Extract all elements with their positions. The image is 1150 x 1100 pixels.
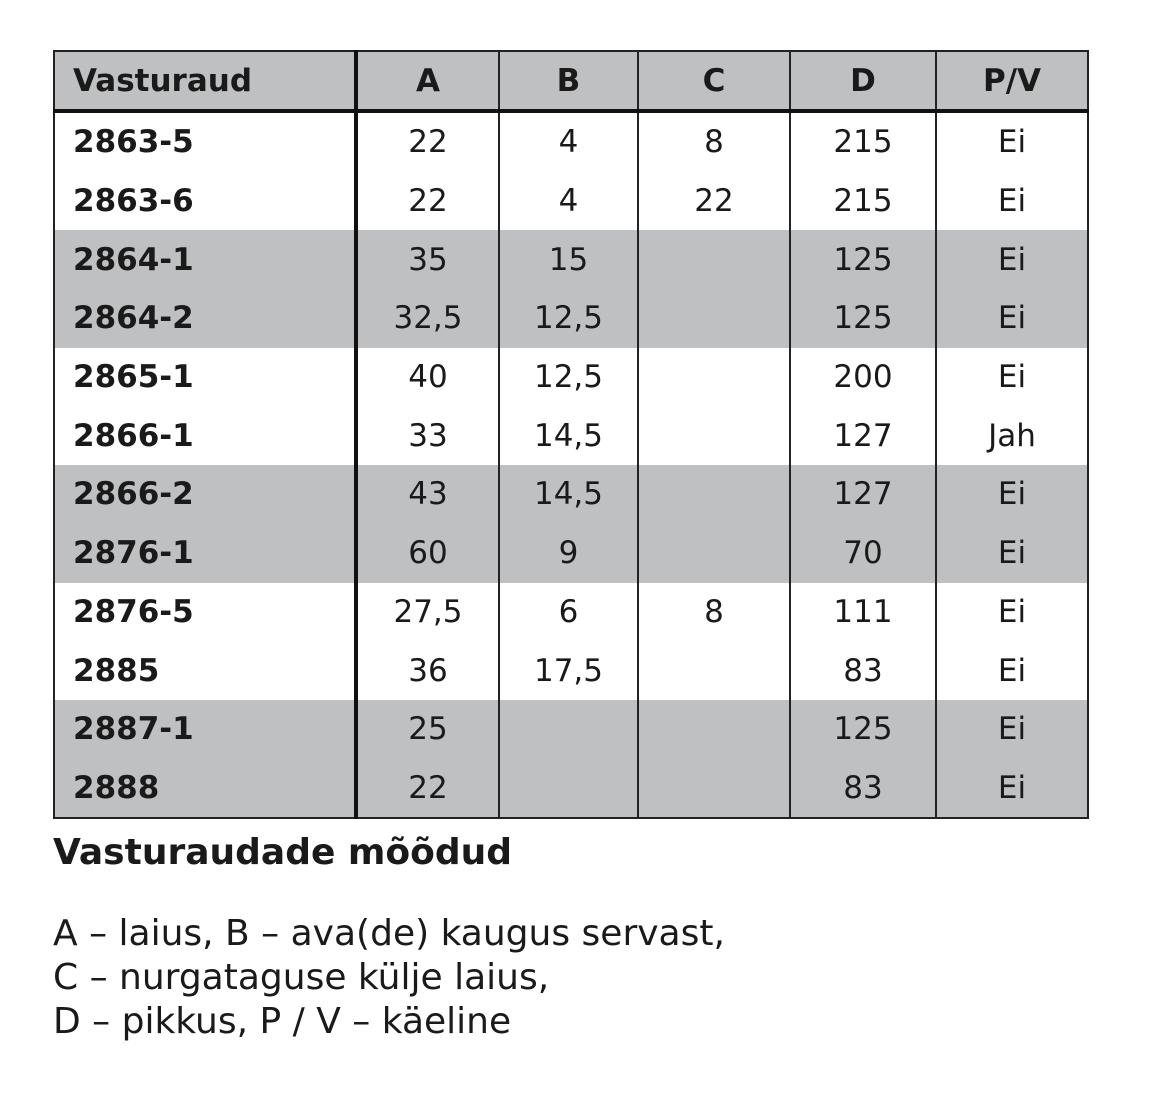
table-row <box>54 759 1088 819</box>
cell-vasturaud: 2876-1 <box>54 524 356 583</box>
cell-vasturaud: 2866-2 <box>54 465 356 524</box>
cell-d: 215 <box>790 172 936 231</box>
cell-a: 35 <box>356 230 499 289</box>
cell-pv: Ei <box>997 359 1027 396</box>
cell-d: 215 <box>790 111 936 172</box>
cell-d: 83 <box>790 759 936 819</box>
cell-vasturaud: 2865-1 <box>54 348 356 407</box>
cell-b: 17,5 <box>499 641 638 700</box>
cell-c <box>638 759 790 819</box>
table-row <box>54 465 1088 524</box>
column-header-vasturaud: Vasturaud <box>54 51 356 111</box>
table-row <box>54 700 1088 759</box>
caption-title: Vasturaudade mõõdud <box>53 832 513 873</box>
cell-b: 12,5 <box>499 348 638 407</box>
legend-line: C – nurgataguse külje laius, <box>53 957 550 998</box>
cell-a: 33 <box>356 406 499 465</box>
cell-a: 43 <box>356 465 499 524</box>
legend-line: A – laius, B – ava(de) kaugus servast, <box>53 913 725 954</box>
cell-pv: Ei <box>997 652 1027 689</box>
cell-a: 32,5 <box>356 289 499 348</box>
cell-b <box>499 700 638 759</box>
column-header-d: D <box>790 51 936 111</box>
cell-c: 8 <box>638 111 790 172</box>
cell-pv: Ei <box>936 230 1088 289</box>
cell-pv: Ei <box>936 759 1088 819</box>
cell-a: 25 <box>356 700 499 759</box>
table-row <box>54 111 1088 172</box>
cell-c <box>638 641 790 700</box>
dimensions-table <box>53 50 1089 819</box>
cell-c <box>638 230 790 289</box>
cell-b: 4 <box>499 111 638 172</box>
column-header-b: B <box>499 51 638 111</box>
legend <box>53 912 725 1044</box>
cell-pv: Ei <box>936 465 1088 524</box>
cell-c: 8 <box>638 583 790 642</box>
cell-c: 22 <box>638 172 790 231</box>
table-row <box>54 230 1088 289</box>
cell-d: 127 <box>790 465 936 524</box>
legend-line: D – pikkus, P / V – käeline <box>53 1001 512 1042</box>
cell-d: 70 <box>790 524 936 583</box>
cell-b: 14,5 <box>499 406 638 465</box>
cell-d: 83 <box>790 641 936 700</box>
column-header-c: C <box>638 51 790 111</box>
cell-vasturaud: 2864-1 <box>54 230 356 289</box>
cell-d: 127 <box>790 406 936 465</box>
cell-c <box>638 289 790 348</box>
cell-vasturaud: 2876-5 <box>54 583 356 642</box>
cell-a: 27,5 <box>356 583 499 642</box>
cell-a: 22 <box>356 172 499 231</box>
cell-b: 14,5 <box>499 465 638 524</box>
cell-pv: Ei <box>997 593 1027 630</box>
cell-d: 125 <box>790 230 936 289</box>
cell-c <box>638 465 790 524</box>
column-header-a: A <box>356 51 499 111</box>
table-body <box>54 111 1088 818</box>
cell-b: 6 <box>499 583 638 642</box>
cell-pv: Ei <box>997 183 1027 220</box>
cell-b <box>499 759 638 819</box>
cell-a: 40 <box>356 348 499 407</box>
table-row <box>54 524 1088 583</box>
cell-d: 111 <box>790 583 936 642</box>
cell-c <box>638 406 790 465</box>
cell-vasturaud: 2863-6 <box>54 172 356 231</box>
cell-vasturaud: 2866-1 <box>54 406 356 465</box>
cell-d: 125 <box>790 289 936 348</box>
cell-b: 4 <box>499 172 638 231</box>
cell-b: 9 <box>499 524 638 583</box>
cell-vasturaud: 2885 <box>54 641 356 700</box>
cell-a: 22 <box>356 111 499 172</box>
header-row <box>54 51 1088 111</box>
table-row <box>54 289 1088 348</box>
cell-c <box>638 700 790 759</box>
table-row <box>54 348 1088 407</box>
cell-pv: Ei <box>997 124 1027 161</box>
cell-a: 60 <box>356 524 499 583</box>
table-row <box>54 641 1088 700</box>
table-header <box>54 51 1088 111</box>
cell-b: 12,5 <box>499 289 638 348</box>
cell-vasturaud: 2888 <box>54 759 356 819</box>
cell-b: 15 <box>499 230 638 289</box>
cell-pv: Ei <box>936 289 1088 348</box>
cell-a: 36 <box>356 641 499 700</box>
column-header-pv: P/V <box>936 51 1088 111</box>
table-row <box>54 583 1088 642</box>
cell-pv: Ei <box>936 524 1088 583</box>
cell-vasturaud: 2887-1 <box>54 700 356 759</box>
cell-d: 125 <box>790 700 936 759</box>
cell-c <box>638 524 790 583</box>
table-row <box>54 406 1088 465</box>
cell-vasturaud: 2863-5 <box>54 111 356 172</box>
table-row <box>54 172 1088 231</box>
cell-pv: Jah <box>988 417 1036 454</box>
cell-a: 22 <box>356 759 499 819</box>
cell-d: 200 <box>790 348 936 407</box>
cell-pv: Ei <box>936 700 1088 759</box>
cell-c <box>638 348 790 407</box>
cell-vasturaud: 2864-2 <box>54 289 356 348</box>
